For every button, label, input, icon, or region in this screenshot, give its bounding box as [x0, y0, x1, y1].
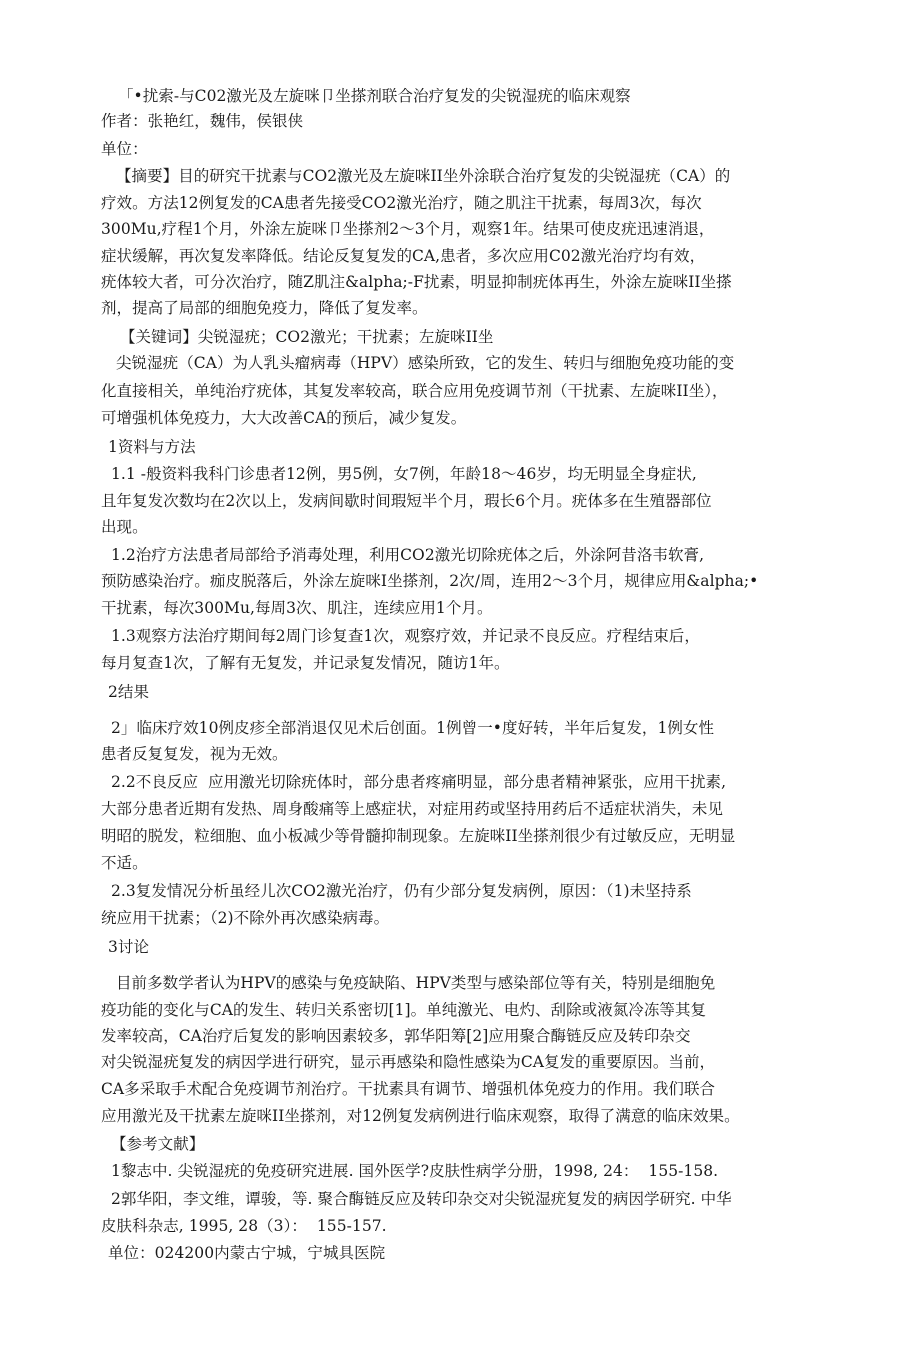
intro-line: 尖锐湿疣（CA）为人乳头瘤病毒（HPV）感染所致，它的发生、转归与细胞免疫功能的变 — [116, 354, 735, 372]
abstract-line: 300Mu,疗程1个月，外涂左旋咪卩坐搽剂2〜3个月，观察1年。结果可使皮疣迅速消退， — [101, 220, 715, 238]
abstract-line: 症状缓解，再次复发率降低。结论反复复发的CA,患者，多次应用C02激光治疗均有效， — [101, 247, 706, 265]
reference-line: 皮肤科杂志, 1995, 28（3）： 155-157. — [101, 1217, 387, 1235]
discussion-line: 目前多数学者认为HPV的感染与免疫缺陷、HPV类型与感染部位等有关，特别是细胞免 — [116, 974, 716, 992]
section-heading-2: 2结果 — [108, 683, 150, 701]
reference-line: 1黎志中. 尖锐湿疣的免疫研究进展. 国外医学?皮肤性病学分册，1998, 24： 155-158. — [111, 1162, 719, 1180]
paragraph-line: 每月复查1次，了解有无复发，并记录复发情况，随访1年。 — [101, 654, 510, 672]
paragraph-line: 且年复发次数均在2次以上，发病间歇时间瑕短半个月，瑕长6个月。疣体多在生殖器部位 — [101, 492, 712, 510]
paragraph-line: 2」临床疗效10例皮疹全部消退仅见术后创面。1例曾一•度好转，半年后复发，1例女性 — [111, 719, 715, 737]
section-heading-3: 3讨论 — [108, 938, 150, 956]
intro-line: 化直接相关，单纯治疗疣体，其复发率较高，联合应用免疫调节剂（干扰素、左旋咪II坐）， — [101, 382, 728, 400]
article-title: 「•扰索-与C02激光及左旋咪卩坐搽剂联合治疗复发的尖锐湿疣的临床观察 — [118, 87, 631, 105]
paragraph-line: 2.2不良反应 应用激光切除疣体时，部分患者疼痛明显，部分患者精神紧张，应用干扰素, — [111, 773, 727, 791]
reference-line: 2郭华阳，李文维，谭骏，等. 聚合酶链反应及转印杂交对尖锐湿疣复发的病因学研究. 中华 — [111, 1190, 732, 1208]
author-line: 作者：张艳红，魏伟，侯银侠 — [101, 112, 304, 130]
paragraph-line: 2.3复发情况分析虽经儿次CO2激光治疗，仍有少部分复发病例，原因：（1)未坚持系 — [111, 882, 692, 900]
paragraph-line: 明昭的脱发，粒细胞、血小板减少等骨髓抑制现象。左旋咪II坐搽剂很少有过敏反应，无明显 — [101, 827, 736, 845]
discussion-line: 发率较高，CA治疗后复发的影响因素较多，郭华阳筹[2]应用聚合酶链反应及转印杂交 — [101, 1027, 691, 1045]
abstract-line: 疗效。方法12例复发的CA患者先接受CO2激光治疗，随之肌注干扰素，每周3次，每次 — [101, 194, 702, 212]
abstract-line: 【摘要】目的研究干扰素与CO2激光及左旋咪II坐外涂联合治疗复发的尖锐湿疣（CA）的 — [116, 167, 731, 185]
paragraph-line: 统应用干扰素；（2)不除外再次感染病毒。 — [101, 909, 390, 927]
paragraph-line: 1.2治疗方法患者局部给予消毒处理，利用CO2激光切除疣体之后，外涂阿昔洛韦软膏, — [111, 546, 705, 564]
discussion-line: 应用激光及干扰素左旋咪II坐搽剂，对12例复发病例进行临床观察，取得了满意的临床效果。 — [101, 1107, 740, 1125]
section-heading-1: 1资料与方法 — [108, 438, 196, 456]
discussion-line: 对尖锐湿疣复发的病因学进行研究，显示再感染和隐性感染为CA复发的重要原因。当前， — [101, 1053, 716, 1071]
references-heading: 【参考文献】 — [111, 1135, 205, 1153]
paragraph-line: 出现。 — [101, 518, 148, 536]
footer-unit: 单位：024200内蒙古宁城，宁城具医院 — [108, 1244, 386, 1262]
paragraph-line: 干扰素，每次300Mu,每周3次、肌注，连续应用1个月。 — [101, 599, 493, 617]
paragraph-line: 1.1 -般资料我科门诊患者12例，男5例，女7例，年龄18〜46岁，均无明显全身症状, — [111, 465, 697, 483]
intro-line: 可增强机体免疫力，大大改善CA的预后，减少复发。 — [101, 409, 467, 427]
paragraph-line: 不适。 — [101, 854, 148, 872]
discussion-line: CA多采取手术配合免疫调节剂治疗。干扰素具有调节、增强机体免疫力的作用。我们联合 — [101, 1080, 716, 1098]
paragraph-line: 患者反复复发，视为无效。 — [101, 745, 288, 763]
paragraph-line: 1.3观察方法治疗期间每2周门诊复查1次，观察疗效，并记录不良反应。疗程结束后， — [111, 627, 700, 645]
discussion-line: 疫功能的变化与CA的发生、转归关系密切[1]。单纯激光、电灼、刮除或液氮冷冻等其复 — [101, 1001, 707, 1019]
unit-label: 单位： — [101, 140, 148, 158]
paragraph-line: 预防感染治疗。痂皮脱落后，外涂左旋咪I坐搽剂，2次/周，连用2〜3个月，规律应用&alpha;• — [101, 572, 759, 590]
abstract-line: 剂，提高了局部的细胞免疫力，降低了复发率。 — [101, 299, 428, 317]
abstract-line: 疣体较大者，可分次治疗，随Z肌注&alpha;-F扰素，明显抑制疣体再生，外涂左旋咪II坐搽 — [101, 273, 732, 291]
paragraph-line: 大部分患者近期有发热、周身酸痛等上感症状，对症用药或坚持用药后不适症状消失，未见 — [101, 800, 724, 818]
keywords-line: 【关键词】尖锐湿疣；CO2激光；干扰素；左旋咪II坐 — [120, 328, 494, 346]
